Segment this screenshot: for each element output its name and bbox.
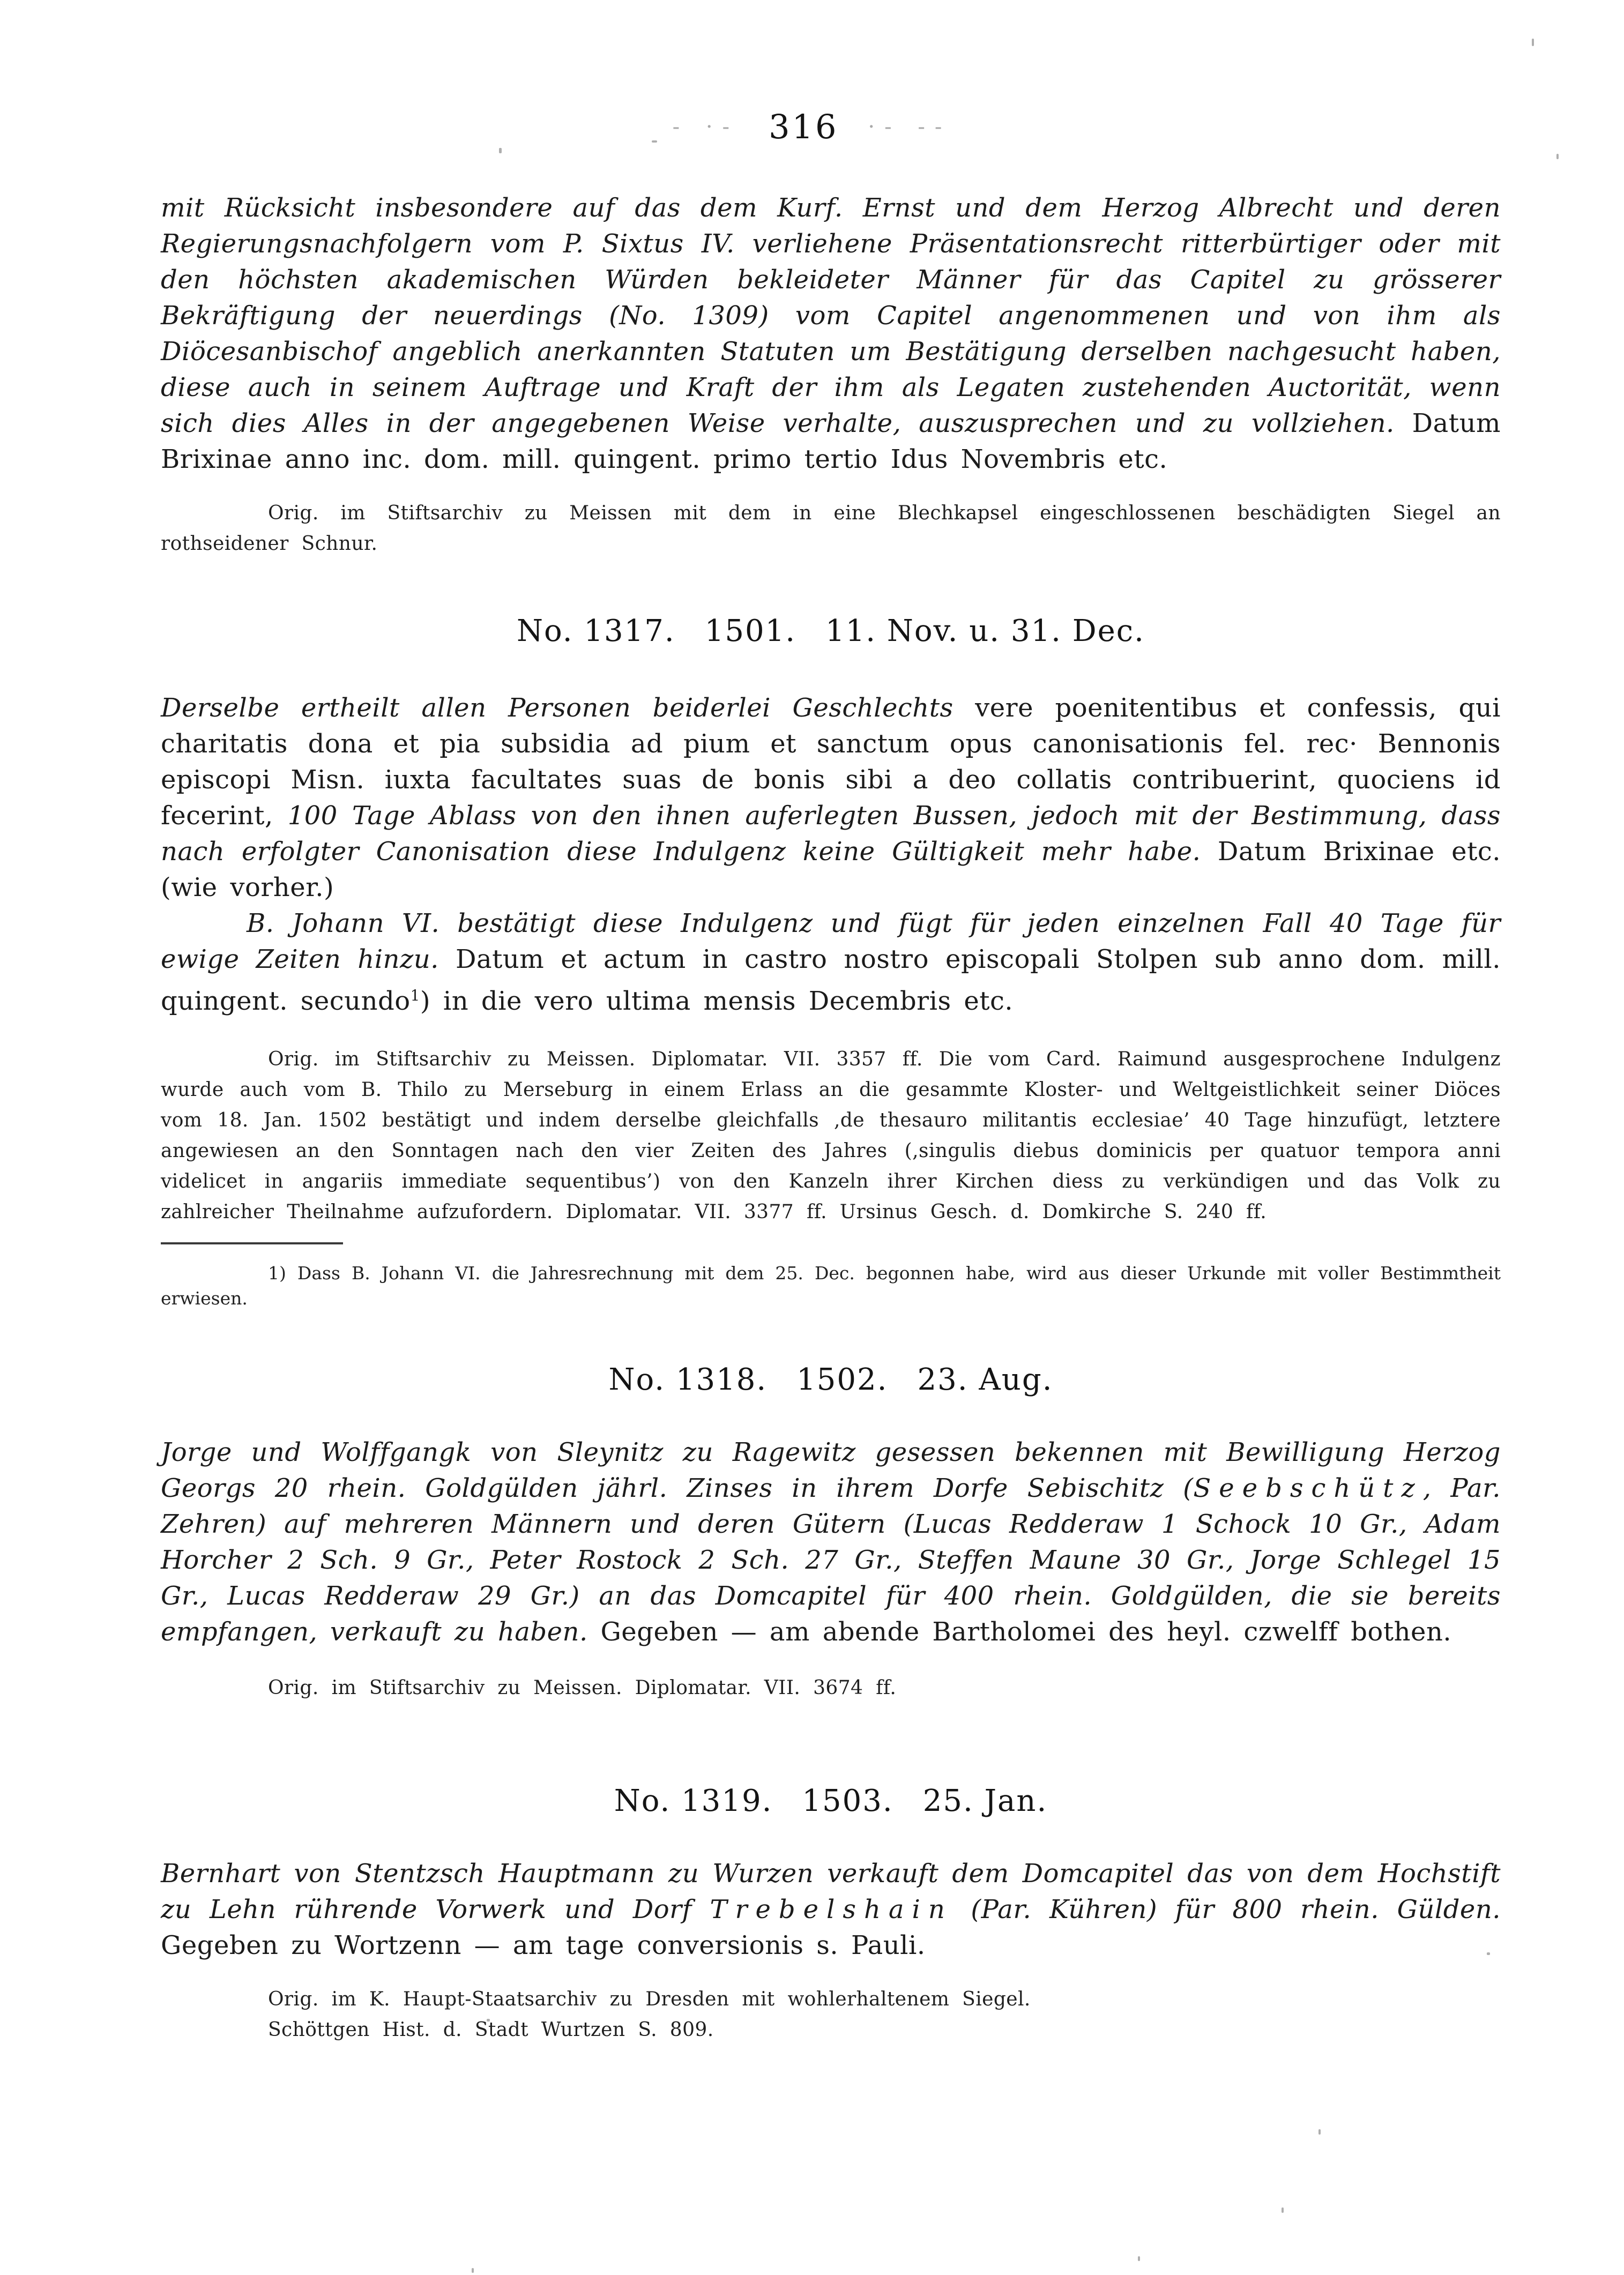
text-segment: Datum et actum in castro nostro episcopali Stolpen sub anno dom. mill. quingent. secundo <box>161 944 1501 1016</box>
entry-1317-paragraph-1 <box>161 690 1501 906</box>
scan-speck <box>487 2019 490 2022</box>
entry-1318-paragraph-1 <box>161 1435 1501 1650</box>
continuation-paragraph <box>161 190 1501 478</box>
text-segment: , Par. Zehren) auf mehreren Männern und deren Gütern (Lucas Redderaw 1 Schock 10 Gr., Adam Horcher 2 Sch. 9 Gr., Peter Rostock 2 Sch. 27 Gr., Steffen Maune 30 Gr., Jorge Schlegel 15 Gr., Lucas Redderaw 29 Gr.) an das Domcapitel für 400 rhein. Goldgülden, die sie bereits empfangen, verkauft zu haben. <box>161 1473 1501 1647</box>
footnote-1: 1) Dass B. Johann VI. die Jahresrechnung mit dem 25. Dec. begonnen habe, wird aus dieser Urkunde mit voller Bestimmtheit erwiesen. <box>161 1263 1501 1309</box>
entry-number: No. 1317. <box>517 614 675 648</box>
scan-speck <box>1532 39 1534 46</box>
scan-artifact-right: ·‐ ‑‐ <box>868 115 952 139</box>
page-header <box>0 107 1624 146</box>
entry-heading-1319 <box>161 1784 1501 1818</box>
entry-date: 11. Nov. u. 31. Dec. <box>825 614 1145 648</box>
text-segment: 100 Tage Ablass von den ihnen auferlegten Bussen, jedoch mit der Bestimmung, dass nach erfolgter Canonisation diese Indulgenz keine Gültigkeit mehr habe. <box>161 801 1501 867</box>
text-segment: Gegeben zu Wortzenn — am tage conversionis s. Pauli. <box>161 1930 926 1960</box>
entry-date: 25. Jan. <box>922 1784 1048 1818</box>
text-segment: ) in die vero ultima mensis Decembris etc. <box>420 986 1014 1016</box>
entry-date: 23. Aug. <box>917 1362 1053 1397</box>
scan-speck <box>652 140 657 143</box>
scan-speck <box>1318 2129 1321 2135</box>
scan-speck <box>499 148 502 153</box>
entry-heading-1318 <box>161 1362 1501 1397</box>
page-number: 316 <box>769 107 839 146</box>
text-column <box>161 190 1501 2045</box>
text-segment: 1 <box>410 987 420 1004</box>
text-segment: Bernhart von Stentzsch Hauptmann zu Wurzen verkauft dem Domcapitel das von dem Hochstift zu Lehn rührende Vorwerk und Dorf <box>161 1859 1501 1925</box>
continuation-source-note: Orig. im Stiftsarchiv zu Meissen mit dem in eine Blechkapsel eingeschlossenen beschädigten Siegel an rothseidener Schnur. <box>161 502 1501 555</box>
text-segment: B. Johann VI. bestätigt diese Indulgenz und fügt für jeden einzelnen Fall 40 Tage für ewige Zeiten hinzu. <box>161 908 1501 974</box>
scan-artifact-left: ‐ ·‐ <box>672 115 740 139</box>
scan-speck <box>1556 154 1559 159</box>
entry-number: No. 1319. <box>614 1784 773 1818</box>
entry-1318-source-note: Orig. im Stiftsarchiv zu Meissen. Diplomatar. VII. 3674 ff. <box>268 1677 897 1699</box>
scan-speck <box>1487 1952 1490 1955</box>
entry-1319-source-note-2: Schöttgen Hist. d. Stadt Wurtzen S. 809. <box>268 2019 714 2041</box>
text-segment: Datum Brixinae etc. (wie vorher.) <box>161 837 1501 902</box>
text-segment: Jorge und Wolffgangk von Sleynitz zu Ragewitz gesessen bekennen mit Bewilligung Herzog Georgs 20 rhein. Goldgülden jährl. Zinses in ihrem Dorfe Sebischitz ( <box>161 1437 1501 1503</box>
entry-1317-source-note: Orig. im Stiftsarchiv zu Meissen. Diplomatar. VII. 3357 ff. Die vom Card. Raimund ausgesprochene Indulgenz wurde auch vom B. Thilo zu Merseburg in einem Erlass an die gesammte Kloster- und Weltgeistlichkeit seiner Diöces vom 18. Jan. 1502 bestätigt und indem derselbe gleichfalls ,de thesauro militantis ecclesiae’ 40 Tage hinzufügt, letztere angewiesen an den Sonntagen nach den vier Zeiten des Jahres (,singulis diebus dominicis per quatuor tempora anni videlicet in angariis immediate sequentibus’) von den Kanzeln ihrer Kirchen diess zu verkündigen und das Volk zu zahlreicher Theilnahme aufzufordern. Diplomatar. VII. 3377 ff. Ursinus Gesch. d. Domkirche S. 240 ff. <box>161 1048 1501 1223</box>
text-segment: Derselbe ertheilt allen Personen beiderlei Geschlechts <box>161 693 975 723</box>
text-segment: Seebschütz <box>1193 1473 1423 1503</box>
footnote-separator <box>161 1242 343 1244</box>
entry-year: 1501. <box>704 614 796 648</box>
text-segment: Trebelshain <box>710 1894 953 1925</box>
text-segment: mit Rücksicht insbesondere auf das dem Kurf. Ernst und dem Herzog Albrecht und deren Regierungsnachfolgern vom P. Sixtus IV. verliehene Präsentationsrecht ritterbürtiger oder mit den höchsten akademischen Würden bekleideter Männer für das Capitel zu grösserer Bekräftigung der neuerdings (No. 1309) vom Capitel angenommenen und von ihm als Diöcesanbischof angeblich anerkannten Statuten um Bestätigung derselben nachgesucht haben, diese auch in seinem Auftrage und Kraft der ihm als Legaten zustehenden Auctorität, wenn sich dies Alles in der angegebenen Weise verhalte, auszusprechen und zu vollziehen. <box>161 193 1501 438</box>
entry-heading-1317 <box>161 614 1501 648</box>
entry-1317-paragraph-2 <box>161 906 1501 1019</box>
entry-year: 1502. <box>796 1362 888 1397</box>
text-segment: Gegeben — am abende Bartholomei des heyl. czwelff bothen. <box>587 1617 1452 1647</box>
entry-1319-paragraph-1 <box>161 1856 1501 1964</box>
text-segment: (Par. Kühren) für 800 rhein. Gülden. <box>952 1894 1501 1925</box>
scan-speck <box>472 2268 474 2273</box>
text-segment: Datum Brixinae anno inc. dom. mill. quingent. primo tertio Idus Novembris etc. <box>161 408 1501 474</box>
entry-year: 1503. <box>802 1784 893 1818</box>
text-segment: vere poenitentibus et confessis, qui charitatis dona et pia subsidia ad pium et sanctum opus canonisationis fel. rec· Bennonis episcopi Misn. iuxta facultates suas de bonis sibi a deo collatis contribuerint, quociens id fecerint, <box>161 693 1501 831</box>
scan-speck <box>1138 2256 1140 2261</box>
entry-number: No. 1318. <box>608 1362 768 1397</box>
entry-1319-source-note-1: Orig. im K. Haupt-Staatsarchiv zu Dresden mit wohlerhaltenem Siegel. <box>268 1988 1031 2010</box>
scan-speck <box>1282 2207 1284 2213</box>
